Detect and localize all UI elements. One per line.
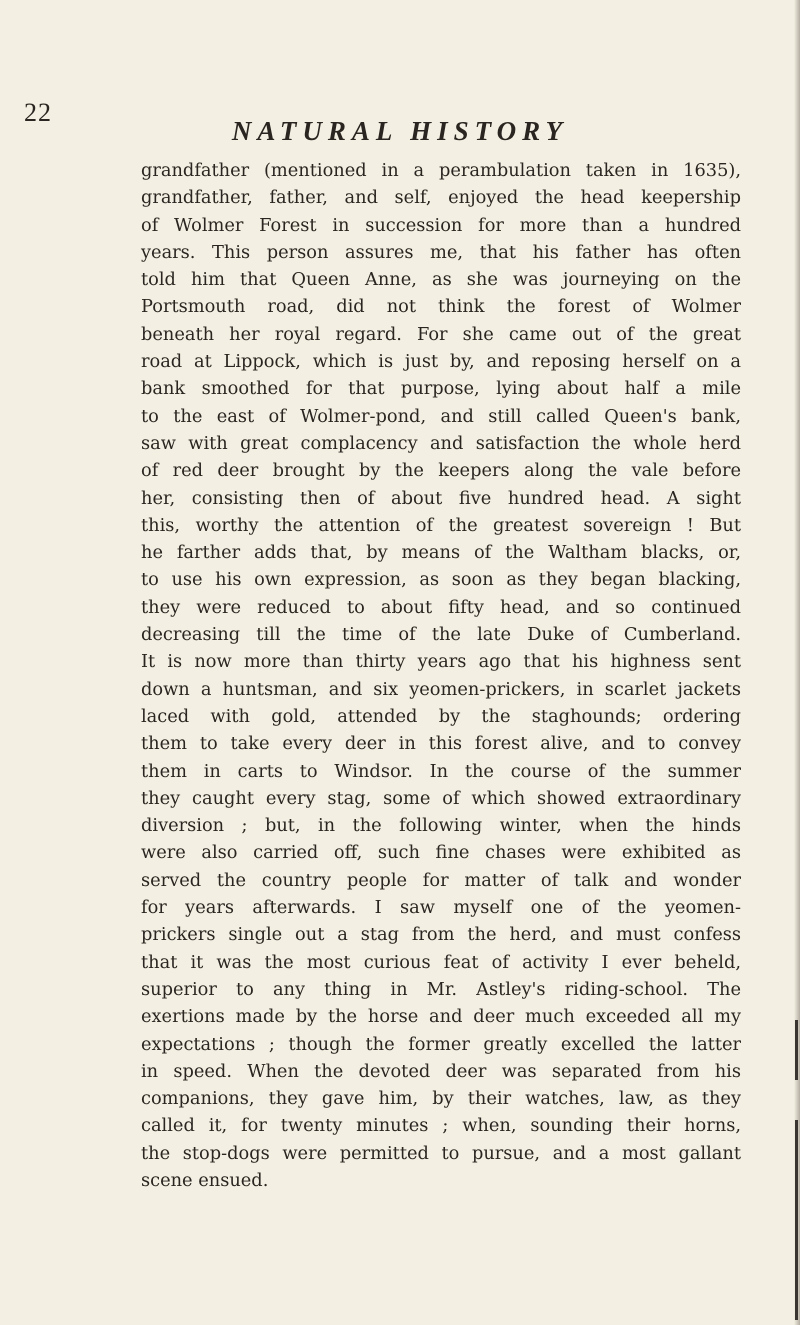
text-line: companions, they gave him, by their watches, law, as they [141,1088,741,1110]
body-paragraph [141,157,741,1194]
text-line: beneath her royal regard. For she came out of the great [141,323,741,345]
text-line: decreasing till the time of the late Duke of Cumberland. [141,624,741,646]
text-line: that it was the most curious feat of activity I ever beheld, [141,951,741,973]
text-line: were also carried off, such fine chases were exhibited as [141,842,741,864]
text-line: of Wolmer Forest in succession for more than a hundred [141,214,741,236]
page-number: 22 [24,98,52,127]
text-line: down a huntsman, and six yeomen-prickers, in scarlet jackets [141,678,741,700]
text-line: to use his own expression, as soon as they began blacking, [141,569,741,591]
text-line: Portsmouth road, did not think the forest of Wolmer [141,296,741,318]
text-line: they caught every stag, some of which showed extraordinary [141,787,741,809]
text-line: scene ensued. [141,1169,269,1191]
text-line: road at Lippock, which is just by, and reposing herself on a [141,351,741,373]
text-line: served the country people for matter of talk and wonder [141,869,741,891]
text-line: saw with great complacency and satisfaction the whole herd [141,432,741,454]
text-line: superior to any thing in Mr. Astley's riding-school. The [141,978,741,1000]
text-line: of red deer brought by the keepers along the vale before [141,460,741,482]
text-line: her, consisting then of about five hundred head. A sight [141,487,741,509]
text-line: years. This person assures me, that his father has often [141,241,741,263]
text-line: It is now more than thirty years ago that his highness sent [141,651,741,673]
text-line: laced with gold, attended by the staghounds; ordering [141,705,741,727]
text-line: bank smoothed for that purpose, lying about half a mile [141,378,741,400]
text-line: them to take every deer in this forest alive, and to convey [141,733,741,755]
page-edge-mark [795,1020,798,1080]
text-line: exertions made by the horse and deer much exceeded all my [141,1006,741,1028]
text-line: in speed. When the devoted deer was separated from his [141,1060,741,1082]
text-line: he farther adds that, by means of the Waltham blacks, or, [141,542,741,564]
text-line: expectations ; though the former greatly excelled the latter [141,1033,741,1055]
text-line: called it, for twenty minutes ; when, sounding their horns, [141,1115,741,1137]
text-line: to the east of Wolmer-pond, and still called Queen's bank, [141,405,741,427]
text-line: this, worthy the attention of the greatest sovereign ! But [141,514,741,536]
text-line: diversion ; but, in the following winter, when the hinds [141,815,741,837]
text-line: for years afterwards. I saw myself one of the yeomen- [141,897,741,919]
text-line: grandfather, father, and self, enjoyed the head keepership [141,187,741,209]
text-line: them in carts to Windsor. In the course of the summer [141,760,741,782]
text-line: prickers single out a stag from the herd, and must confess [141,924,741,946]
text-line: the stop-dogs were permitted to pursue, and a most gallant [141,1142,741,1164]
text-line: they were reduced to about fifty head, and so continued [141,596,741,618]
page-edge-mark [795,1120,798,1320]
running-title: NATURAL HISTORY [231,116,569,146]
text-line: grandfather (mentioned in a perambulation taken in 1635), [141,160,741,181]
text-line: told him that Queen Anne, as she was journeying on the [141,269,741,291]
